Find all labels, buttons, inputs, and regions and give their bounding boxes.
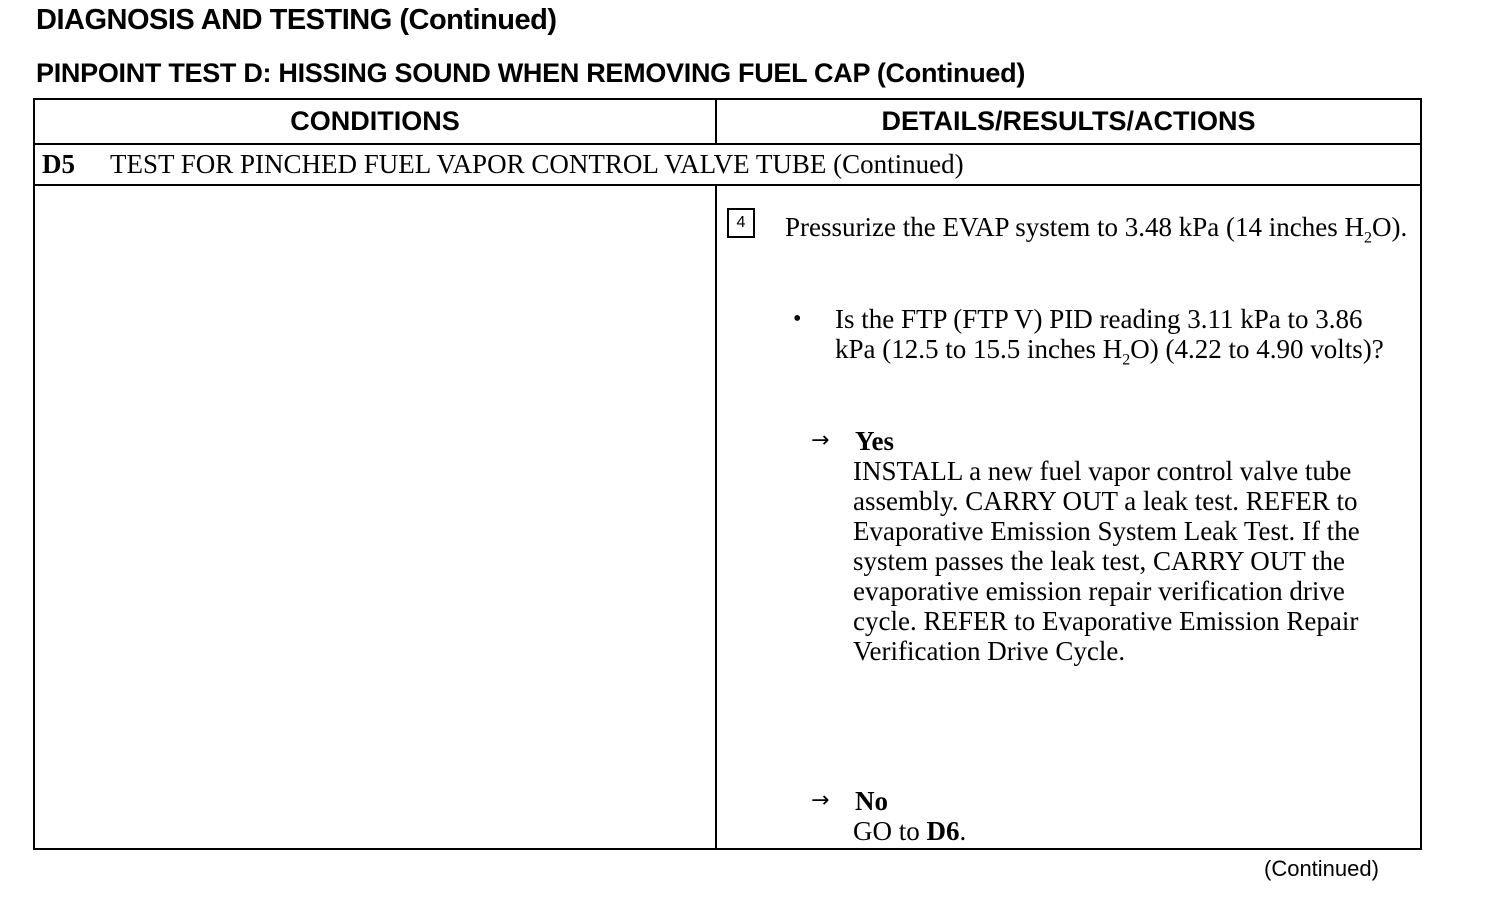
continued-note: (Continued) <box>1264 856 1379 881</box>
bullet-icon: • <box>793 306 802 332</box>
details-cell <box>717 186 1420 848</box>
arrow-right-icon: → <box>811 788 830 813</box>
instruction-text: Pressurize the EVAP system to 3.48 kPa (14 inches $H_2O$). <box>785 212 1408 247</box>
no-action-text: GO to D6. <box>853 816 967 846</box>
yes-action-text: INSTALL a new fuel vapor control valve tube assembly. CARRY OUT a leak test. REFER to Evaporative Emission System Leak Test. If the system passes the leak test, CARRY OUT the evaporative emission repair verification drive cycle. REFER to Evaporative Emission Repair Verification Drive Cycle. <box>853 456 1360 666</box>
yes-label: Yes <box>855 426 894 456</box>
arrow-right-icon: → <box>811 428 830 453</box>
step-id: D5 <box>42 149 75 179</box>
pinpoint-test-table <box>33 98 1422 850</box>
question-text: Is the FTP (FTP V) PID reading 3.11 kPa to 3.86 kPa (12.5 to 15.5 inches $H_2O$) (4.22 to 4.90 volts)? <box>835 304 1384 369</box>
conditions-header: CONDITIONS <box>35 100 717 145</box>
details-header: DETAILS/RESULTS/ACTIONS <box>717 100 1420 145</box>
pinpoint-test-title: PINPOINT TEST D: HISSING SOUND WHEN REMOVING FUEL CAP (Continued) <box>36 58 1026 88</box>
step-title: TEST FOR PINCHED FUEL VAPOR CONTROL VALVE TUBE (Continued) <box>110 149 964 179</box>
conditions-cell <box>35 186 715 848</box>
no-label: No <box>855 786 888 816</box>
step-row <box>35 145 1420 186</box>
substep-number-box: 4 <box>727 208 755 238</box>
page-title: DIAGNOSIS AND TESTING (Continued) <box>36 4 557 36</box>
